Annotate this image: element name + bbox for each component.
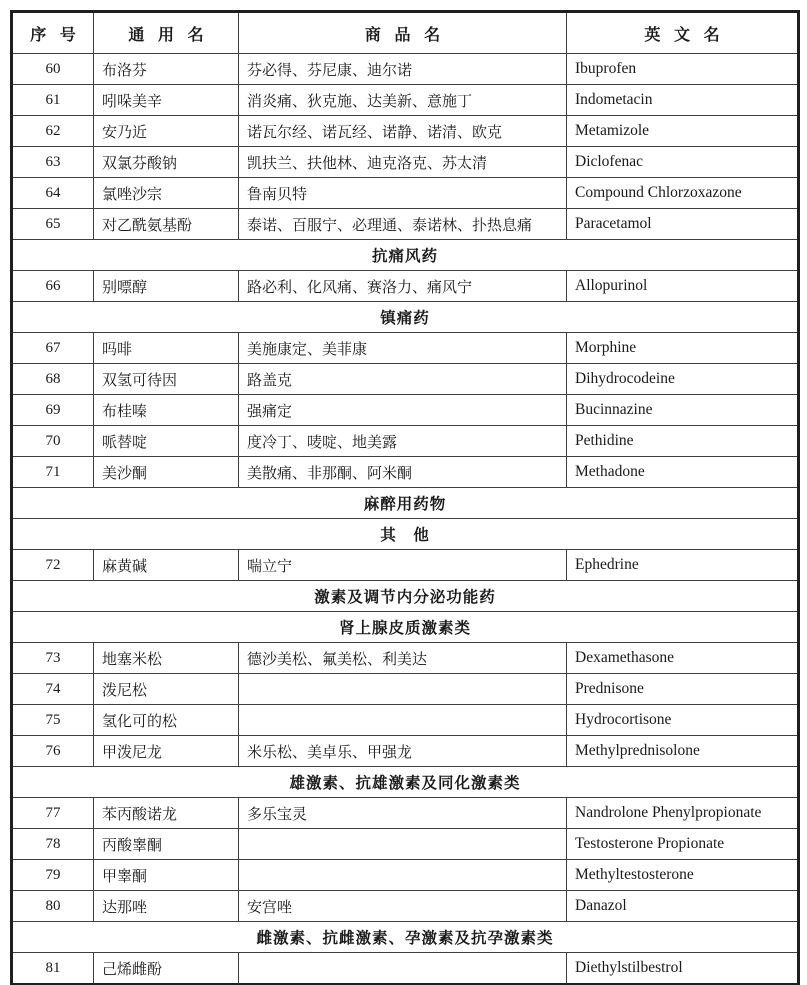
table-row	[12, 364, 799, 395]
table-row	[12, 860, 799, 891]
table-row	[12, 736, 799, 767]
cell-english-name: Diethylstilbestrol	[567, 953, 799, 985]
cell-serial-number: 62	[12, 116, 94, 147]
cell-generic-name: 己烯雌酚	[94, 953, 239, 985]
cell-generic-name: 丙酸睾酮	[94, 829, 239, 860]
cell-serial-number: 78	[12, 829, 94, 860]
section-label: 抗痛风药	[12, 240, 799, 271]
cell-brand-name: 美施康定、美菲康	[239, 333, 567, 364]
cell-serial-number: 80	[12, 891, 94, 922]
cell-brand-name	[239, 860, 567, 891]
cell-generic-name: 安乃近	[94, 116, 239, 147]
cell-generic-name: 麻黄碱	[94, 550, 239, 581]
cell-english-name: Dihydrocodeine	[567, 364, 799, 395]
cell-generic-name: 双氯芬酸钠	[94, 147, 239, 178]
cell-english-name: Hydrocortisone	[567, 705, 799, 736]
cell-brand-name: 凯扶兰、扶他林、迪克洛克、苏太清	[239, 147, 567, 178]
cell-english-name: Diclofenac	[567, 147, 799, 178]
table-body	[12, 54, 799, 985]
cell-english-name: Methadone	[567, 457, 799, 488]
cell-generic-name: 布桂嗪	[94, 395, 239, 426]
table-header	[12, 12, 799, 54]
table-row	[12, 550, 799, 581]
cell-serial-number: 73	[12, 643, 94, 674]
cell-generic-name: 达那唑	[94, 891, 239, 922]
section-row	[12, 302, 799, 333]
cell-generic-name: 别嘌醇	[94, 271, 239, 302]
section-row	[12, 612, 799, 643]
section-label: 激素及调节内分泌功能药	[12, 581, 799, 612]
section-row	[12, 240, 799, 271]
cell-english-name: Morphine	[567, 333, 799, 364]
cell-english-name: Indometacin	[567, 85, 799, 116]
table-row	[12, 116, 799, 147]
cell-generic-name: 甲睾酮	[94, 860, 239, 891]
cell-brand-name: 喘立宁	[239, 550, 567, 581]
section-row	[12, 922, 799, 953]
cell-serial-number: 61	[12, 85, 94, 116]
section-row	[12, 519, 799, 550]
table-row	[12, 147, 799, 178]
cell-generic-name: 哌替啶	[94, 426, 239, 457]
cell-serial-number: 71	[12, 457, 94, 488]
cell-english-name: Paracetamol	[567, 209, 799, 240]
cell-brand-name: 鲁南贝特	[239, 178, 567, 209]
table-row	[12, 829, 799, 860]
cell-brand-name: 米乐松、美卓乐、甲强龙	[239, 736, 567, 767]
cell-generic-name: 氢化可的松	[94, 705, 239, 736]
cell-serial-number: 65	[12, 209, 94, 240]
cell-brand-name: 芬必得、芬尼康、迪尔诺	[239, 54, 567, 85]
cell-serial-number: 79	[12, 860, 94, 891]
cell-generic-name: 甲泼尼龙	[94, 736, 239, 767]
cell-brand-name: 强痛定	[239, 395, 567, 426]
cell-english-name: Allopurinol	[567, 271, 799, 302]
table-row	[12, 395, 799, 426]
cell-english-name: Danazol	[567, 891, 799, 922]
cell-generic-name: 美沙酮	[94, 457, 239, 488]
table-row	[12, 705, 799, 736]
table-row	[12, 891, 799, 922]
cell-english-name: Methylprednisolone	[567, 736, 799, 767]
cell-brand-name: 安宫唑	[239, 891, 567, 922]
table-row	[12, 643, 799, 674]
cell-generic-name: 泼尼松	[94, 674, 239, 705]
cell-brand-name: 泰诺、百服宁、必理通、泰诺林、扑热息痛	[239, 209, 567, 240]
cell-serial-number: 69	[12, 395, 94, 426]
section-row	[12, 767, 799, 798]
cell-brand-name: 德沙美松、氟美松、利美达	[239, 643, 567, 674]
cell-serial-number: 68	[12, 364, 94, 395]
cell-generic-name: 吗啡	[94, 333, 239, 364]
table-row	[12, 54, 799, 85]
cell-english-name: Ephedrine	[567, 550, 799, 581]
section-row	[12, 581, 799, 612]
header-brand-name: 商品名	[239, 12, 567, 54]
cell-generic-name: 苯丙酸诺龙	[94, 798, 239, 829]
section-label: 麻醉用药物	[12, 488, 799, 519]
table-row	[12, 426, 799, 457]
header-english-name: 英文名	[567, 12, 799, 54]
table-row	[12, 457, 799, 488]
section-row	[12, 488, 799, 519]
cell-english-name: Nandrolone Phenylpropionate	[567, 798, 799, 829]
table-row	[12, 271, 799, 302]
cell-brand-name	[239, 705, 567, 736]
cell-serial-number: 76	[12, 736, 94, 767]
section-label: 镇痛药	[12, 302, 799, 333]
table-row	[12, 333, 799, 364]
header-serial-number: 序号	[12, 12, 94, 54]
cell-english-name: Prednisone	[567, 674, 799, 705]
header-row	[12, 12, 799, 54]
cell-generic-name: 氯唑沙宗	[94, 178, 239, 209]
cell-serial-number: 70	[12, 426, 94, 457]
cell-english-name: Metamizole	[567, 116, 799, 147]
section-label: 雄激素、抗雄激素及同化激素类	[12, 767, 799, 798]
cell-english-name: Methyltestosterone	[567, 860, 799, 891]
section-label: 其 他	[12, 519, 799, 550]
cell-generic-name: 布洛芬	[94, 54, 239, 85]
cell-english-name: Bucinnazine	[567, 395, 799, 426]
cell-serial-number: 81	[12, 953, 94, 985]
cell-serial-number: 66	[12, 271, 94, 302]
cell-brand-name	[239, 674, 567, 705]
cell-serial-number: 64	[12, 178, 94, 209]
cell-brand-name: 路盖克	[239, 364, 567, 395]
drug-list-table	[10, 10, 800, 985]
cell-generic-name: 对乙酰氨基酚	[94, 209, 239, 240]
cell-brand-name: 消炎痛、狄克施、达美新、意施丁	[239, 85, 567, 116]
cell-english-name: Dexamethasone	[567, 643, 799, 674]
cell-serial-number: 63	[12, 147, 94, 178]
cell-brand-name	[239, 953, 567, 985]
cell-serial-number: 74	[12, 674, 94, 705]
table-row	[12, 209, 799, 240]
section-label: 肾上腺皮质激素类	[12, 612, 799, 643]
cell-generic-name: 吲哚美辛	[94, 85, 239, 116]
header-generic-name: 通用名	[94, 12, 239, 54]
table-row	[12, 178, 799, 209]
table-row	[12, 85, 799, 116]
cell-english-name: Testosterone Propionate	[567, 829, 799, 860]
cell-english-name: Ibuprofen	[567, 54, 799, 85]
cell-serial-number: 72	[12, 550, 94, 581]
table-row	[12, 953, 799, 985]
cell-generic-name: 双氢可待因	[94, 364, 239, 395]
cell-brand-name: 多乐宝灵	[239, 798, 567, 829]
cell-brand-name: 诺瓦尔经、诺瓦经、诺静、诺清、欧克	[239, 116, 567, 147]
table-row	[12, 798, 799, 829]
table-row	[12, 674, 799, 705]
cell-english-name: Pethidine	[567, 426, 799, 457]
cell-generic-name: 地塞米松	[94, 643, 239, 674]
cell-serial-number: 75	[12, 705, 94, 736]
section-label: 雌激素、抗雌激素、孕激素及抗孕激素类	[12, 922, 799, 953]
cell-serial-number: 77	[12, 798, 94, 829]
cell-english-name: Compound Chlorzoxazone	[567, 178, 799, 209]
cell-brand-name: 美散痛、非那酮、阿米酮	[239, 457, 567, 488]
cell-serial-number: 67	[12, 333, 94, 364]
cell-brand-name: 度冷丁、唛啶、地美露	[239, 426, 567, 457]
cell-brand-name	[239, 829, 567, 860]
cell-serial-number: 60	[12, 54, 94, 85]
cell-brand-name: 路必利、化风痛、赛洛力、痛风宁	[239, 271, 567, 302]
